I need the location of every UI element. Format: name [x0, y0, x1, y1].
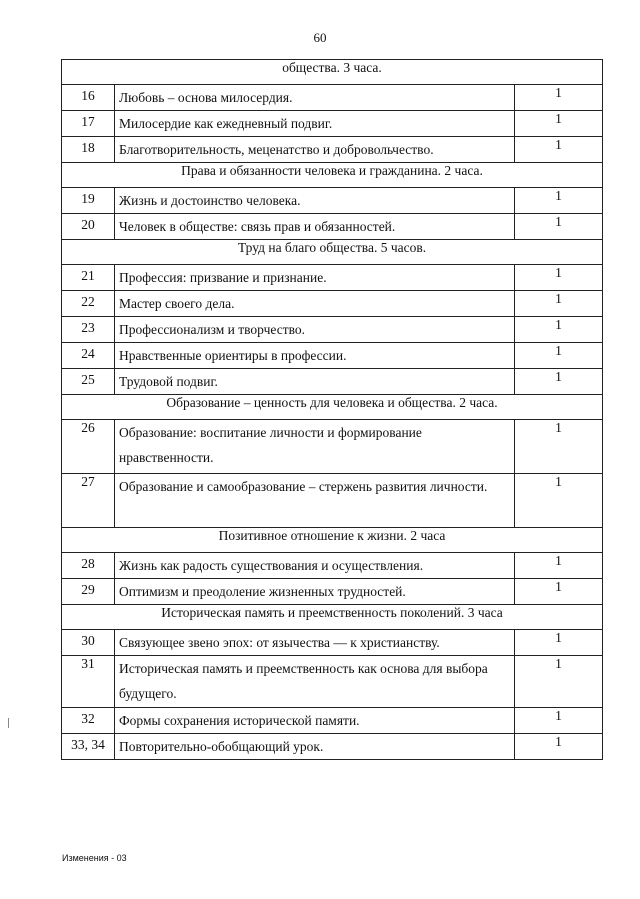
section-row: [62, 240, 603, 265]
lesson-topic: Любовь – основа милосердия.: [115, 85, 515, 111]
lesson-number: 33, 34: [62, 734, 115, 760]
lesson-number: 30: [62, 630, 115, 656]
lesson-topic: Милосердие как ежедневный подвиг.: [115, 111, 515, 137]
section-title: Образование – ценность для человека и общества. 2 часа.: [62, 395, 603, 420]
lesson-topic: Историческая память и преемственность как основа для выбора будущего.: [115, 656, 515, 708]
lesson-hours: 1: [515, 111, 603, 137]
lesson-row: [62, 188, 603, 214]
lesson-hours: 1: [515, 291, 603, 317]
lesson-topic: Трудовой подвиг.: [115, 369, 515, 395]
section-row: [62, 395, 603, 420]
lesson-row: [62, 474, 603, 528]
section-row: [62, 163, 603, 188]
lesson-topic: Человек в обществе: связь прав и обязанностей.: [115, 214, 515, 240]
lesson-hours: 1: [515, 708, 603, 734]
lesson-hours: 1: [515, 553, 603, 579]
lesson-hours: 1: [515, 734, 603, 760]
section-title: Труд на благо общества. 5 часов.: [62, 240, 603, 265]
lesson-hours: 1: [515, 343, 603, 369]
lesson-hours: 1: [515, 214, 603, 240]
lesson-row: [62, 291, 603, 317]
lesson-topic: Жизнь как радость существования и осуществления.: [115, 553, 515, 579]
lesson-number: 20: [62, 214, 115, 240]
lesson-topic: Нравственные ориентиры в профессии.: [115, 343, 515, 369]
lesson-hours: 1: [515, 656, 603, 708]
lesson-topic: Профессионализм и творчество.: [115, 317, 515, 343]
section-row: [62, 528, 603, 553]
lesson-topic: Образование: воспитание личности и формирование нравственности.: [115, 420, 515, 474]
lesson-topic: Оптимизм и преодоление жизненных трудностей.: [115, 579, 515, 605]
lesson-number: 21: [62, 265, 115, 291]
lesson-number: 25: [62, 369, 115, 395]
lesson-number: 27: [62, 474, 115, 528]
lesson-topic: Связующее звено эпох: от язычества — к христианству.: [115, 630, 515, 656]
lesson-row: [62, 630, 603, 656]
lesson-topic: Мастер своего дела.: [115, 291, 515, 317]
lesson-row: [62, 137, 603, 163]
lesson-topic: Профессия: призвание и признание.: [115, 265, 515, 291]
lesson-number: 32: [62, 708, 115, 734]
lesson-topic: Формы сохранения исторической памяти.: [115, 708, 515, 734]
lesson-topic: Жизнь и достоинство человека.: [115, 188, 515, 214]
lesson-row: [62, 343, 603, 369]
lesson-number: 23: [62, 317, 115, 343]
lesson-row: [62, 214, 603, 240]
section-title: Историческая память и преемственность поколений. 3 часа: [62, 605, 603, 630]
lesson-hours: 1: [515, 85, 603, 111]
lesson-number: 29: [62, 579, 115, 605]
lesson-number: 24: [62, 343, 115, 369]
lesson-row: [62, 579, 603, 605]
lesson-hours: 1: [515, 630, 603, 656]
lesson-number: 18: [62, 137, 115, 163]
lesson-number: 31: [62, 656, 115, 708]
lesson-hours: 1: [515, 188, 603, 214]
section-title: Позитивное отношение к жизни. 2 часа: [62, 528, 603, 553]
section-title: Права и обязанности человека и гражданина. 2 часа.: [62, 163, 603, 188]
lesson-row: [62, 85, 603, 111]
section-row: [62, 605, 603, 630]
scan-artifact: [8, 718, 9, 728]
lesson-topic: Повторительно-обобщающий урок.: [115, 734, 515, 760]
lesson-plan-table: [61, 59, 603, 760]
section-title: общества. 3 часа.: [62, 60, 603, 85]
lesson-hours: 1: [515, 420, 603, 474]
lesson-hours: 1: [515, 317, 603, 343]
lesson-row: [62, 420, 603, 474]
lesson-row: [62, 369, 603, 395]
lesson-row: [62, 317, 603, 343]
page-number: 60: [313, 30, 327, 45]
lesson-topic: Образование и самообразование – стержень развития личности.: [115, 474, 515, 528]
lesson-hours: 1: [515, 265, 603, 291]
lesson-number: 17: [62, 111, 115, 137]
lesson-number: 28: [62, 553, 115, 579]
lesson-row: [62, 265, 603, 291]
lesson-row: [62, 656, 603, 708]
lesson-hours: 1: [515, 474, 603, 528]
section-row: [62, 60, 603, 85]
lesson-number: 26: [62, 420, 115, 474]
lesson-hours: 1: [515, 137, 603, 163]
lesson-hours: 1: [515, 369, 603, 395]
lesson-topic: Благотворительность, меценатство и добровольчество.: [115, 137, 515, 163]
footer-note: Изменения - 03: [62, 853, 127, 863]
lesson-row: [62, 111, 603, 137]
lesson-row: [62, 734, 603, 760]
lesson-number: 22: [62, 291, 115, 317]
lesson-row: [62, 553, 603, 579]
lesson-number: 16: [62, 85, 115, 111]
lesson-row: [62, 708, 603, 734]
lesson-hours: 1: [515, 579, 603, 605]
lesson-number: 19: [62, 188, 115, 214]
